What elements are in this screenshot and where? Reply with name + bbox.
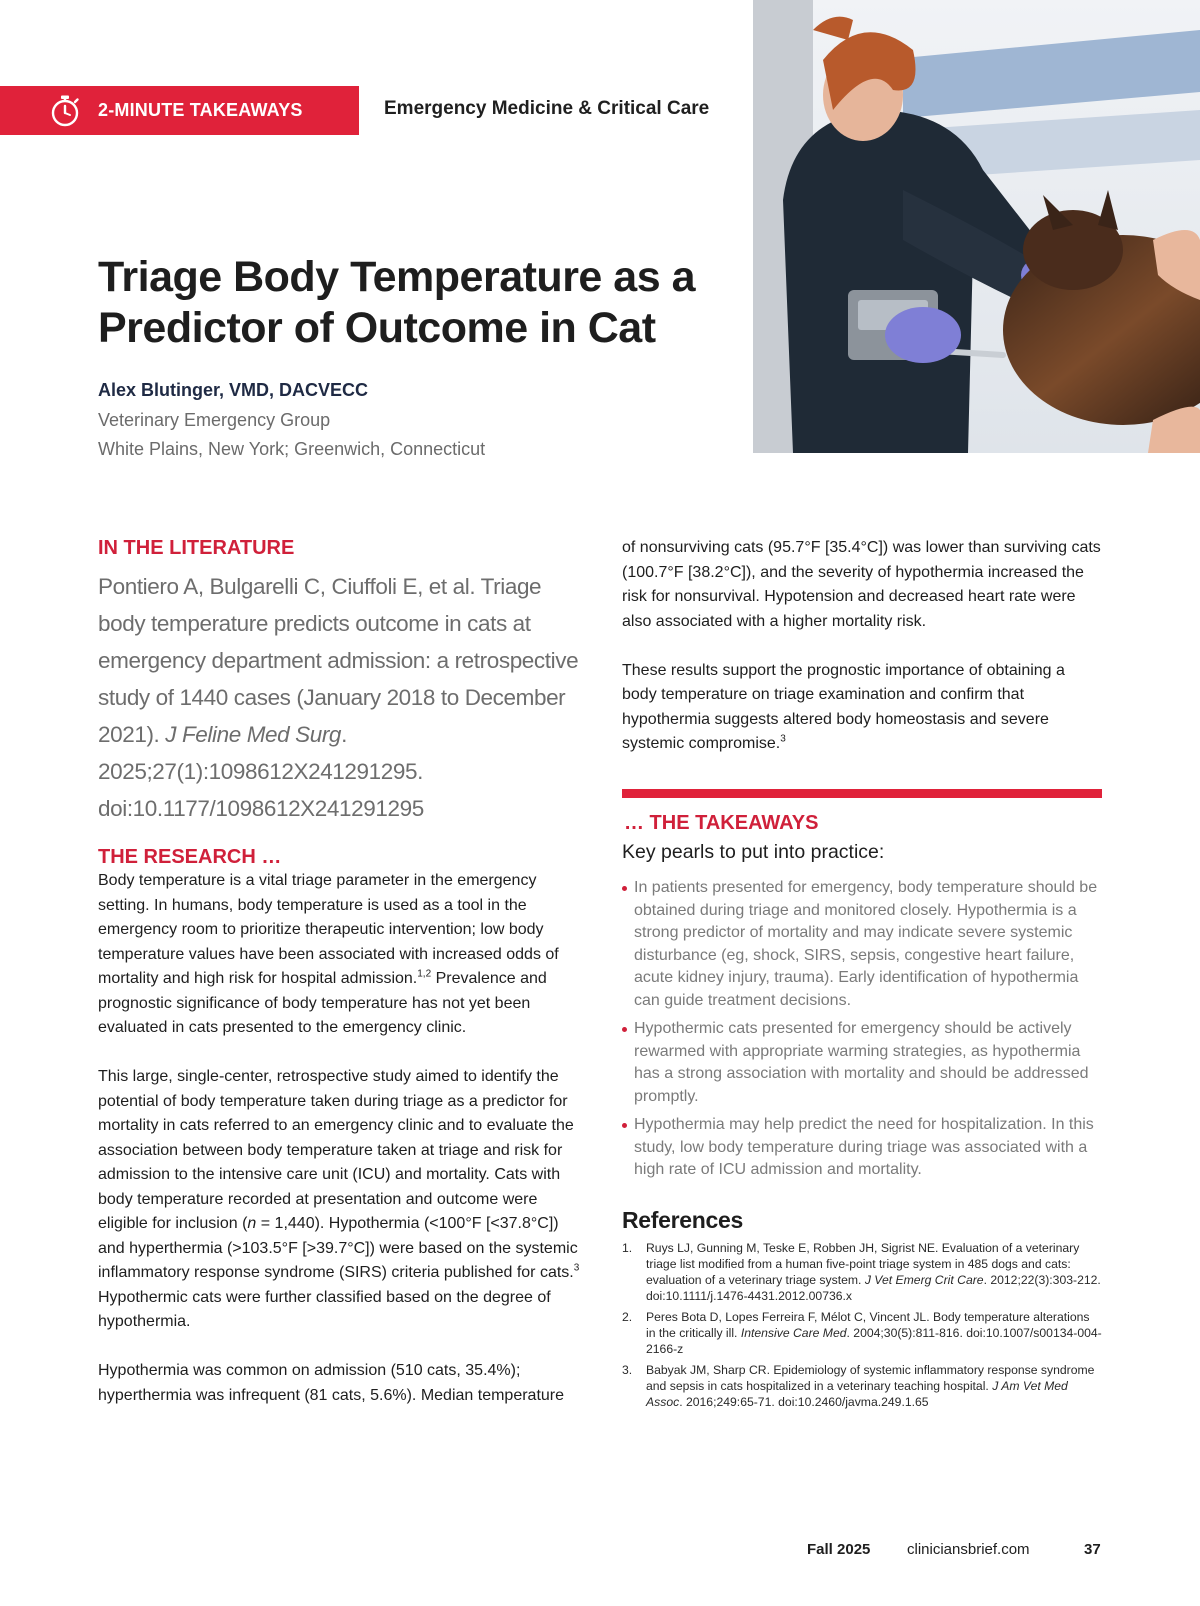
reference-number: 2. [622, 1310, 633, 1324]
research-paragraph [98, 1065, 580, 1335]
research-heading: THE RESEARCH … [98, 846, 282, 868]
paragraph-text: Hypothermic cats were further classified based on the degree of hypothermia. [98, 1288, 551, 1330]
paragraph-text: = 1,440). Hypothermia (<100°F [<37.8°C]) and hyperthermia (>103.5°F [>39.7°C]) were based on the systemic inflammatory response syndrome (SIRS) criteria published for cats. [98, 1215, 578, 1281]
citation-details: . 2025;27(1):1098612X241291295. doi:10.1177/1098612X241291295 [98, 722, 424, 821]
paragraph-text: Body temperature is a vital triage parameter in the emergency setting. In humans, body temperature is used as a tool in the emergency room to prioritize therapeutic intervention; low body temperature values have been associated with increased odds of mortality and high risk for hospital admission. [98, 872, 559, 987]
reference-journal: J Am Vet Med Assoc [646, 1379, 1068, 1409]
paragraph-text: This large, single-center, retrospective study aimed to identify the potential of body temperature taken during triage as a predictor for mortality in cats referred to an emergency clinic and to evaluate the association between body temperature taken at triage and risk for admission to the intensive care unit (ICU) and mortality. Cats with body temperature recorded at presentation and outcome were eligible for inclusion ( [98, 1068, 574, 1232]
research-paragraph [622, 659, 1102, 757]
literature-heading: IN THE LITERATURE [98, 537, 295, 559]
takeaways-divider [622, 789, 1102, 798]
list-item [622, 1018, 1102, 1108]
left-column [98, 536, 580, 1408]
footnote-ref: 3 [573, 1262, 580, 1274]
takeaways-heading: … THE TAKEAWAYS [624, 812, 819, 834]
research-paragraph: Hypothermia was common on admission (510 cats, 35.4%); hyperthermia was infrequent (81 cats, 5.6%). Median temperature [98, 1362, 565, 1404]
takeaways-list [622, 877, 1102, 1182]
reference-text: Babyak JM, Sharp CR. Epidemiology of systemic inflammatory response syndrome and sepsis in cats hospitalized in a veterinary teaching hospital. [646, 1363, 1095, 1393]
reference-details: . 2012;22(3):303-212. doi:10.1111/j.1476-4431.2012.00736.x [646, 1273, 1101, 1303]
list-item [622, 877, 1102, 1012]
paragraph-text: These results support the prognostic importance of obtaining a body temperature on triage examination and confirm that hypothermia suggests altered body homeostasis and severe systemic compromise. [622, 661, 1065, 752]
citation-journal: J Feline Med Surg [165, 722, 342, 747]
issue-season: Fall 2025 [807, 1541, 871, 1558]
list-item-text: In patients presented for emergency, body temperature should be obtained during triage and monitored closely. Hypothermia is a strong predictor of mortality and may indicate severe systemic disturbance (eg, shock, SIRS, sepsis, congestive heart failure, acute kidney injury, trauma). Early identification of hypothermia can guide treatment decisions. [634, 879, 1098, 1009]
reference-text: Ruys LJ, Gunning M, Teske E, Robben JH, Sigrist NE. Evaluation of a veterinary triage list modified from a human five-point triage system in 485 dogs and cats: evaluation of a veterinary triage system. [646, 1241, 1080, 1287]
reference-item [622, 1240, 1102, 1304]
reference-item [622, 1362, 1102, 1410]
list-item [622, 1114, 1102, 1182]
research-body [98, 869, 580, 1408]
bullet-dot-icon [622, 886, 627, 891]
italic-n: n [247, 1215, 257, 1232]
research-paragraph: of nonsurviving cats (95.7°F [35.4°C]) was lower than surviving cats (100.7°F [38.2°C]), and the severity of hypothermia increased the risk for nonsurvival. Hypotension and decreased heart rate were also associated with a higher mortality risk. [622, 539, 1101, 630]
paragraph-text: Prevalence and prognostic significance of body temperature has not yet been evaluated in cats presented to the emergency clinic. [98, 970, 547, 1036]
site-link[interactable]: cliniciansbrief.com [907, 1541, 1030, 1558]
references-list [622, 1240, 1102, 1410]
list-item-text: Hypothermic cats presented for emergency should be actively rewarmed with appropriate warming strategies, as hypothermia has a strong association with mortality and should be addressed promptly. [634, 1020, 1089, 1105]
footnote-ref: 1,2 [417, 968, 432, 980]
author-name: Alex Blutinger, VMD, DACVECC [98, 380, 369, 400]
list-item-text: Hypothermia may help predict the need for hospitalization. In this study, low body temperature during triage was associated with a high rate of ICU admission and mortality. [634, 1116, 1094, 1178]
research-paragraph [98, 869, 580, 1041]
page-number: 37 [1084, 1541, 1101, 1558]
reference-details: . 2004;30(5):811-816. doi:10.1007/s00134-004-2166-z [646, 1326, 1102, 1356]
literature-citation [98, 568, 580, 827]
author-location: White Plains, New York; Greenwich, Connecticut [98, 439, 486, 459]
reference-text: Peres Bota D, Lopes Ferreira F, Mélot C, Vincent JL. Body temperature alterations in the critically ill. [646, 1310, 1090, 1340]
badge-label: 2-MINUTE TAKEAWAYS [98, 100, 303, 120]
reference-journal: J Vet Emerg Crit Care [864, 1273, 984, 1287]
footnote-ref: 3 [780, 733, 786, 745]
citation-text: Pontiero A, Bulgarelli C, Ciuffoli E, et al. Triage body temperature predicts outcome in cats at emergency department admission: a retrospective study of 1440 cases (January 2018 to December 2021). [98, 574, 579, 747]
reference-number: 1. [622, 1241, 633, 1255]
takeaways-subheading: Key pearls to put into practice: [622, 841, 885, 863]
section-name: Emergency Medicine & Critical Care [384, 98, 710, 119]
reference-journal: Intensive Care Med [740, 1326, 847, 1340]
reference-number: 3. [622, 1363, 633, 1377]
veterinarian-cat-photo [753, 0, 1200, 453]
bullet-dot-icon [622, 1027, 627, 1032]
reference-details: . 2016;249:65-71. doi:10.2460/javma.249.1.65 [679, 1395, 929, 1409]
author-affiliation: Veterinary Emergency Group [98, 410, 331, 430]
references-heading: References [622, 1207, 744, 1233]
reference-item [622, 1309, 1102, 1357]
right-column [622, 536, 1102, 757]
bullet-dot-icon [622, 1123, 627, 1128]
article-title: Triage Body Temperature as a Predictor of Outcome in Cat [98, 253, 695, 352]
takeaways-badge [0, 86, 359, 135]
stopwatch-icon [48, 94, 82, 128]
